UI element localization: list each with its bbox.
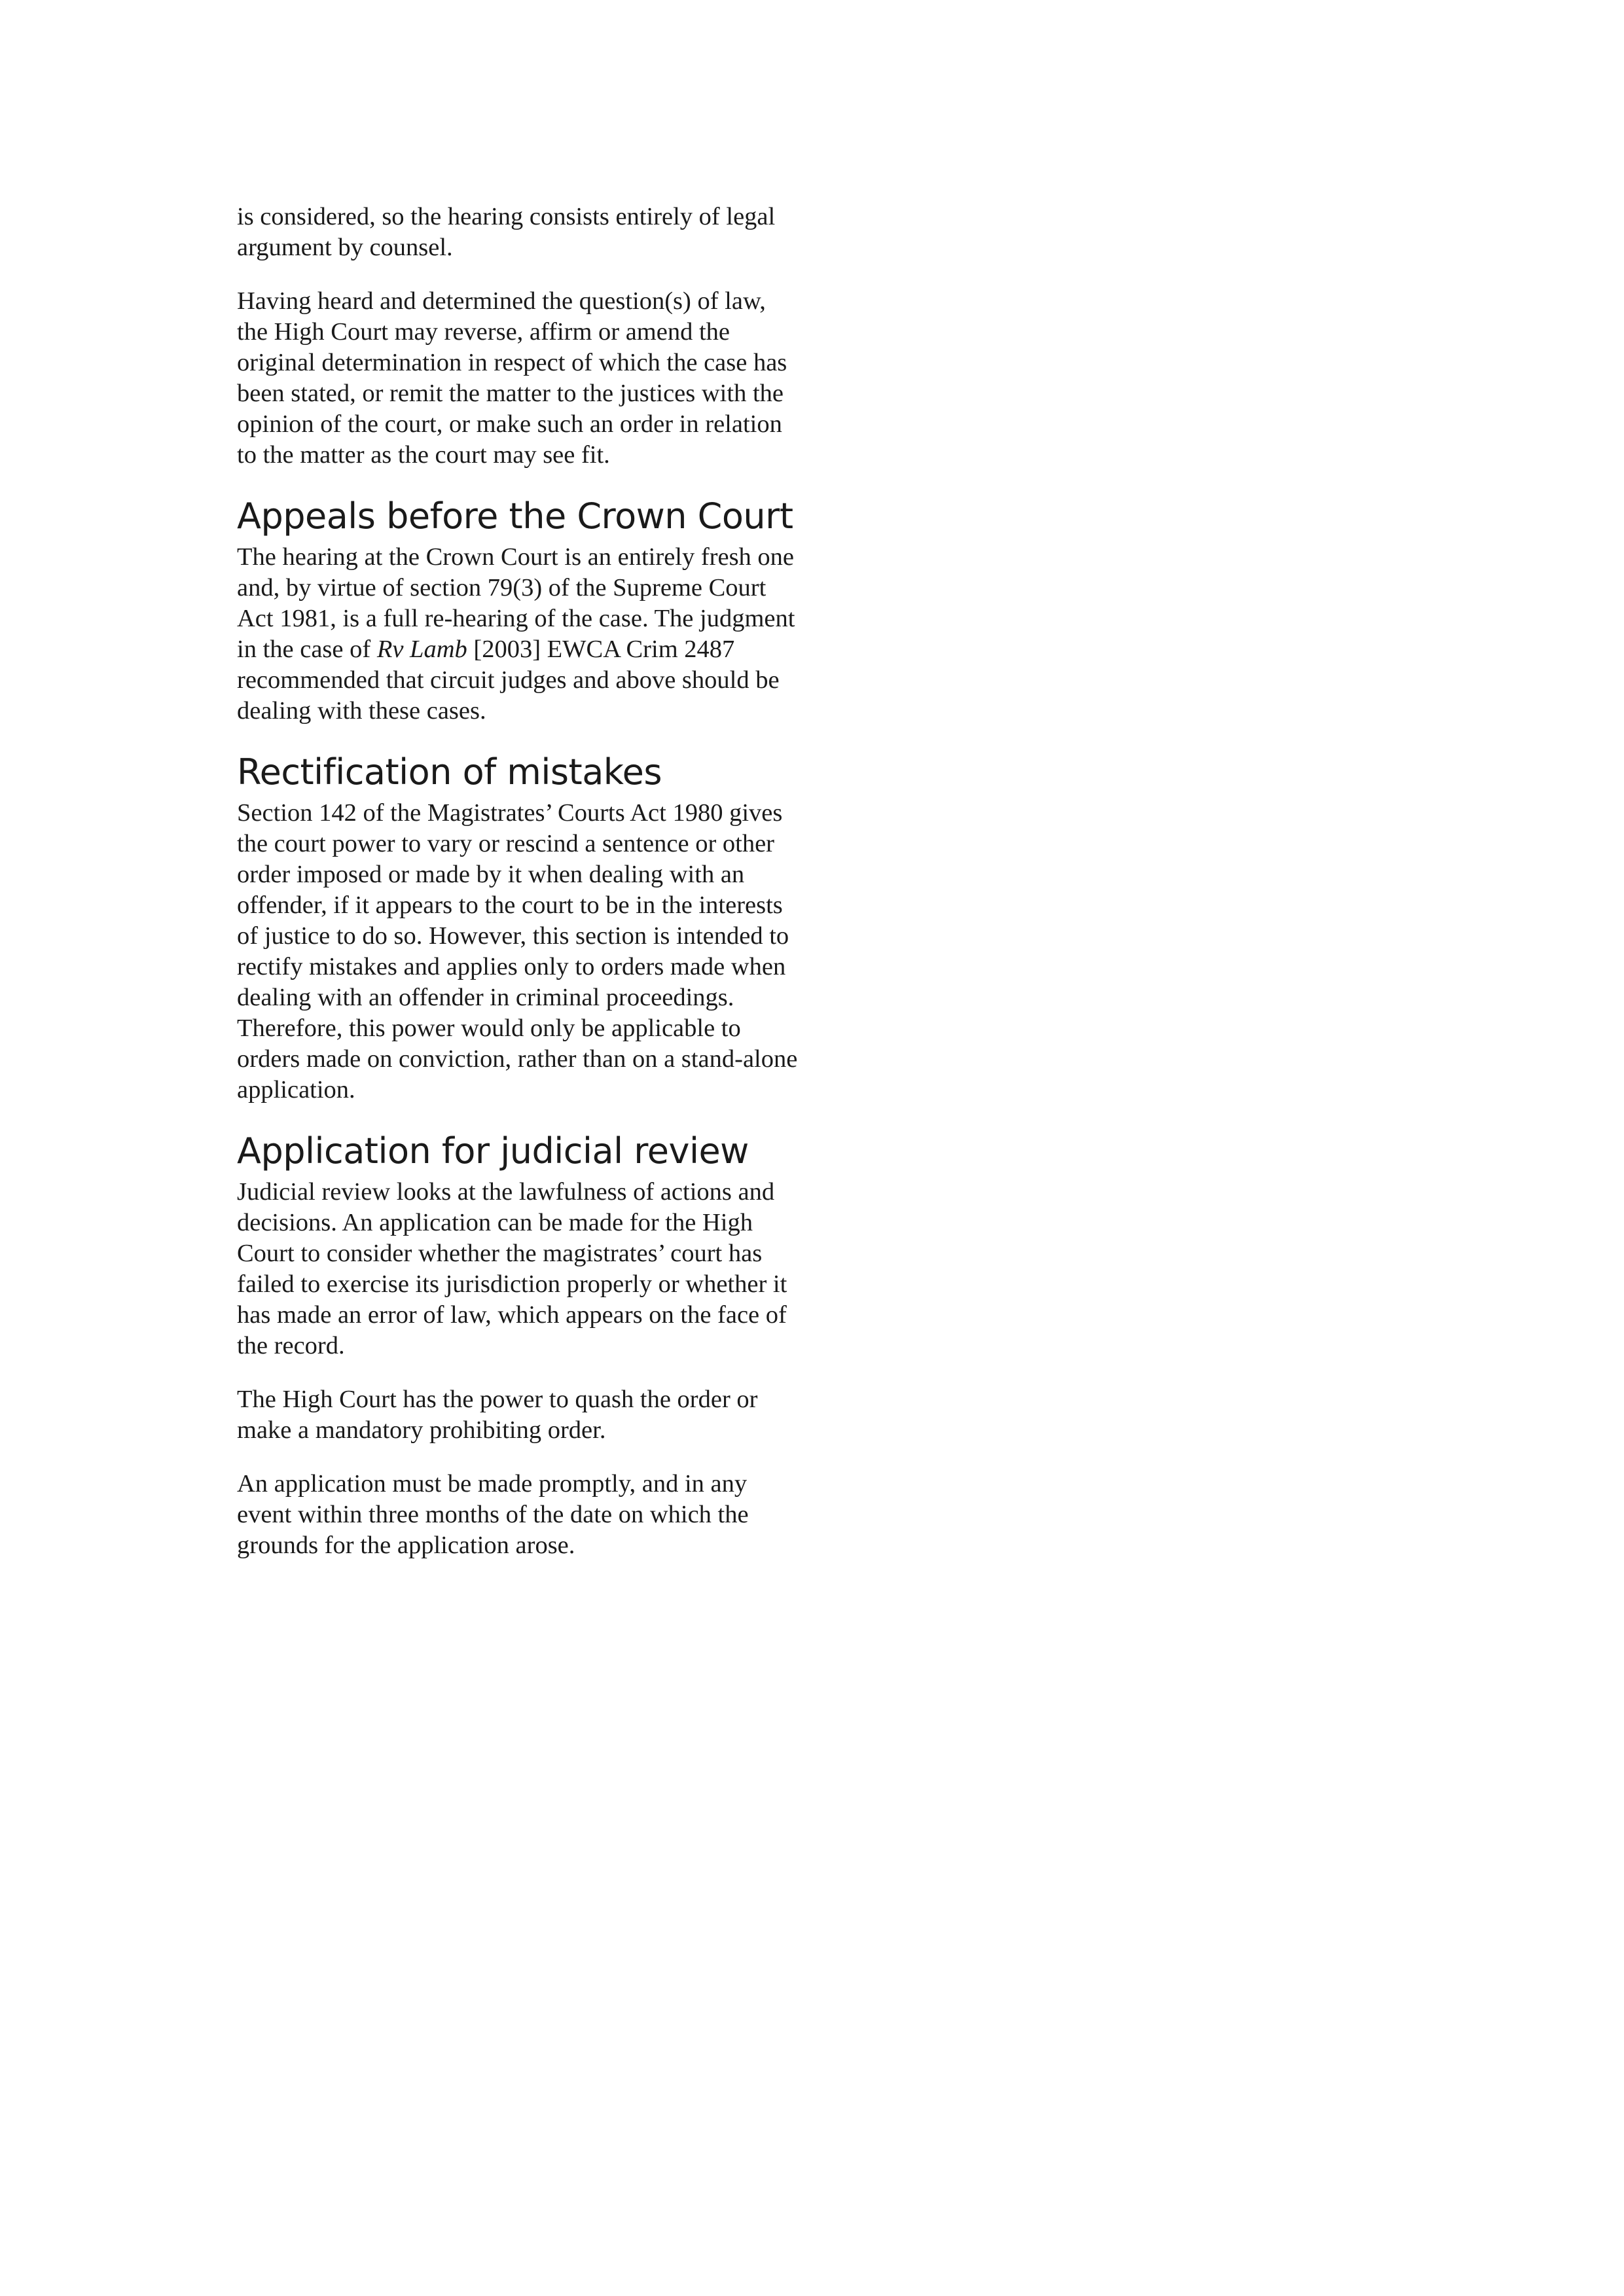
text-column xyxy=(237,202,826,1584)
paragraph-0 xyxy=(237,202,826,263)
text-run: in the case of xyxy=(237,636,377,663)
text-line: Section 142 of the Magistrates’ Courts Act 1980 gives xyxy=(237,799,783,827)
text-line: the court power to vary or rescind a sentence or other xyxy=(237,830,775,857)
text-line: the High Court may reverse, affirm or amend the xyxy=(237,318,731,346)
text-line: Therefore, this power would only be applicable to xyxy=(237,1014,741,1042)
text-run: [2003] EWCA Crim 2487 xyxy=(467,636,735,663)
text-line: offender, if it appears to the court to be in the interests xyxy=(237,891,783,919)
text-line: order imposed or made by it when dealing with an xyxy=(237,861,745,888)
text-line: application. xyxy=(237,1076,355,1103)
paragraph-1 xyxy=(237,286,826,471)
paragraph-3 xyxy=(237,798,826,1105)
text-line: Having heard and determined the question(s) of law, xyxy=(237,287,766,315)
text-line: failed to exercise its jurisdiction properly or whether it xyxy=(237,1270,787,1298)
text-line: make a mandatory prohibiting order. xyxy=(237,1416,606,1444)
text-line: is considered, so the hearing consists entirely of legal xyxy=(237,203,776,230)
text-line: An application must be made promptly, and in any xyxy=(237,1470,748,1498)
text-line: Judicial review looks at the lawfulness of actions and xyxy=(237,1178,775,1206)
text-line: opinion of the court, or make such an order in relation xyxy=(237,410,782,438)
heading-judicial-review: Application for judicial review xyxy=(237,1130,749,1172)
text-line: orders made on conviction, rather than on a stand-alone xyxy=(237,1045,798,1073)
text-line: rectify mistakes and applies only to orders made when xyxy=(237,953,786,980)
text-line: original determination in respect of which the case has xyxy=(237,349,787,376)
text-line xyxy=(237,634,826,665)
text-line: The hearing at the Crown Court is an entirely fresh one xyxy=(237,543,795,571)
text-line: been stated, or remit the matter to the justices with the xyxy=(237,380,784,407)
text-line: has made an error of law, which appears on the face of xyxy=(237,1301,787,1329)
case-name-italic: Rv Lamb xyxy=(376,636,467,663)
paragraph-6 xyxy=(237,1469,826,1561)
heading-rectification-of-mistakes: Rectification of mistakes xyxy=(237,751,662,793)
text-line: of justice to do so. However, this section is intended to xyxy=(237,922,789,950)
paragraph-2 xyxy=(237,542,826,726)
text-line: to the matter as the court may see fit. xyxy=(237,441,610,469)
text-line: event within three months of the date on which the xyxy=(237,1501,749,1528)
text-line: dealing with an offender in criminal proceedings. xyxy=(237,984,734,1011)
text-line: recommended that circuit judges and above should be xyxy=(237,666,780,694)
text-line: decisions. An application can be made for the High xyxy=(237,1209,753,1236)
text-line: The High Court has the power to quash the order or xyxy=(237,1386,758,1413)
text-line: the record. xyxy=(237,1332,345,1359)
paragraph-5 xyxy=(237,1384,826,1446)
text-line: Court to consider whether the magistrates’ court has xyxy=(237,1240,763,1267)
text-line: dealing with these cases. xyxy=(237,697,486,725)
text-line: argument by counsel. xyxy=(237,234,453,261)
text-line: and, by virtue of section 79(3) of the Supreme Court xyxy=(237,574,767,601)
heading-appeals-crown-court: Appeals before the Crown Court xyxy=(237,495,793,537)
text-line: Act 1981, is a full re-hearing of the case. The judgment xyxy=(237,605,795,632)
paragraph-4 xyxy=(237,1177,826,1361)
text-line: grounds for the application arose. xyxy=(237,1532,575,1559)
